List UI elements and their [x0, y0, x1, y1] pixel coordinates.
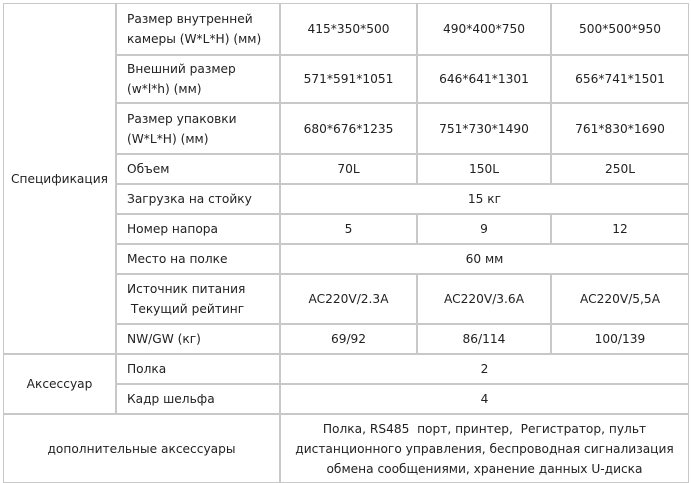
value-cell: 500*500*950 — [551, 3, 689, 55]
row-name-volume: Объем — [116, 154, 280, 184]
group-label-specification — [3, 3, 116, 354]
value-cell: AC220V/3.6A — [417, 274, 551, 324]
value-cell: 490*400*750 — [417, 3, 551, 55]
row-name-inner-size: Размер внутренней камеры (W*L*H) (мм) — [116, 3, 280, 55]
group-label-accessory: Аксессуар — [3, 354, 116, 414]
merged-value-cell: 4 — [280, 384, 689, 414]
row-name-external-size: Внешний размер (w*l*h) (мм) — [116, 55, 280, 103]
optional-accessories-list: Полка, RS485 порт, принтер, Регистратор, пульт дистанционного управления, беспроводная сигнализация обмена сообщениями, хранение данных U-диска — [280, 414, 689, 483]
value-cell: 69/92 — [280, 324, 417, 354]
value-cell: AC220V/2.3A — [280, 274, 417, 324]
group-label-text: Спецификация — [11, 171, 108, 186]
value-cell: 571*591*1051 — [280, 55, 417, 103]
value-cell: 5 — [280, 214, 417, 244]
value-cell: 680*676*1235 — [280, 103, 417, 154]
row-name-pressure-number: Номер напора — [116, 214, 280, 244]
row-name-weight: NW/GW (кг) — [116, 324, 280, 354]
value-cell: 12 — [551, 214, 689, 244]
value-cell: 9 — [417, 214, 551, 244]
value-cell: 150L — [417, 154, 551, 184]
merged-value-cell: 15 кг — [280, 184, 689, 214]
value-cell: 656*741*1501 — [551, 55, 689, 103]
merged-value-cell: 2 — [280, 354, 689, 384]
value-cell: 761*830*1690 — [551, 103, 689, 154]
value-cell: 751*730*1490 — [417, 103, 551, 154]
row-name-shelf-load: Загрузка на стойку — [116, 184, 280, 214]
value-cell: AC220V/5,5A — [551, 274, 689, 324]
value-cell: 86/114 — [417, 324, 551, 354]
value-cell: 415*350*500 — [280, 3, 417, 55]
row-name-shelf-frame: Кадр шельфа — [116, 384, 280, 414]
row-name-package-size: Размер упаковки (W*L*H) (мм) — [116, 103, 280, 154]
specification-table — [3, 3, 689, 483]
row-name-shelf: Полка — [116, 354, 280, 384]
value-cell: 250L — [551, 154, 689, 184]
row-name-shelf-space: Место на полке — [116, 244, 280, 274]
value-cell: 646*641*1301 — [417, 55, 551, 103]
merged-value-cell: 60 мм — [280, 244, 689, 274]
group-label-optional-accessories: дополнительные аксессуары — [3, 414, 280, 483]
value-cell: 100/139 — [551, 324, 689, 354]
value-cell: 70L — [280, 154, 417, 184]
row-name-power-source: Источник питания Текущий рейтинг — [116, 274, 280, 324]
